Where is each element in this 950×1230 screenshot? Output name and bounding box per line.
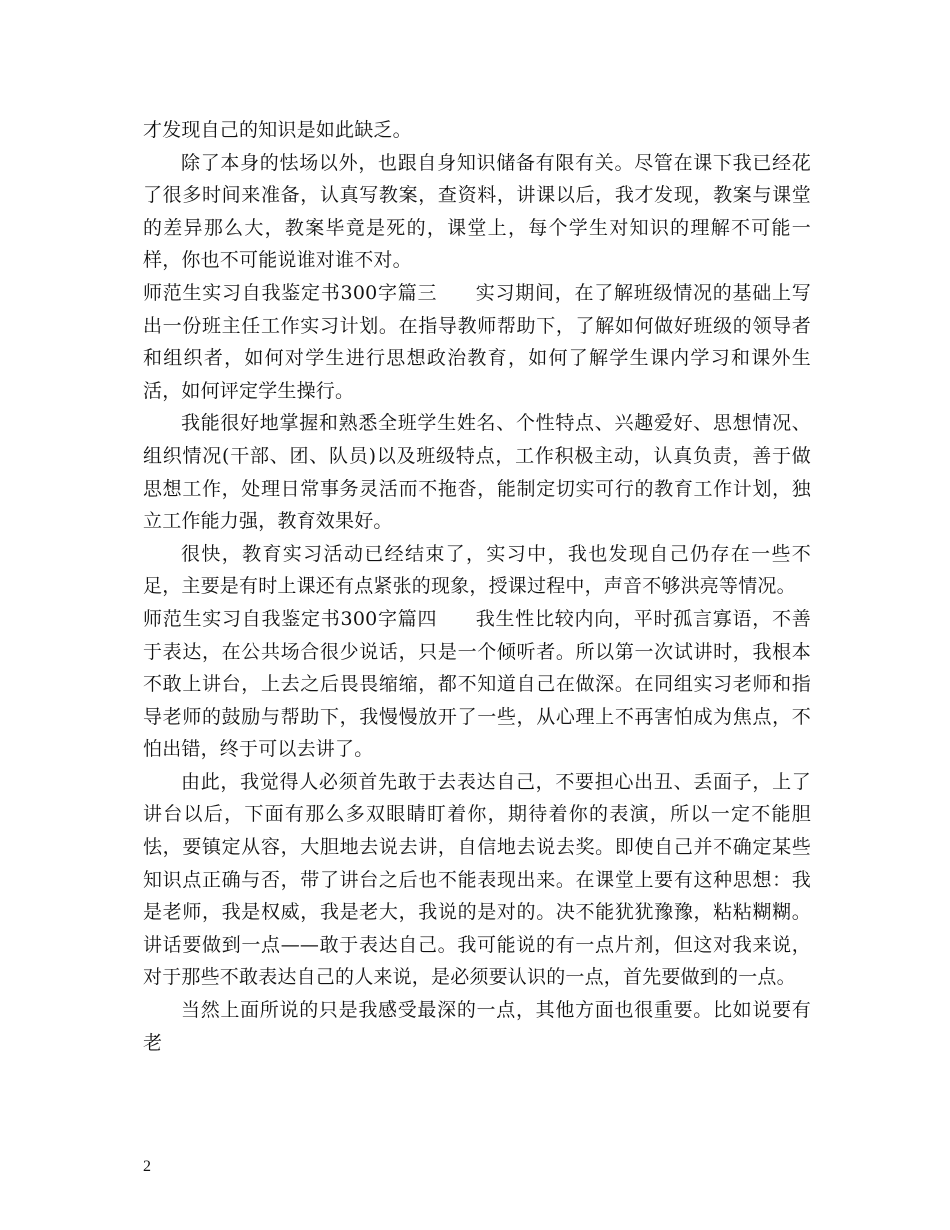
- paragraph-8: 当然上面所说的只是我感受最深的一点，其他方面也很重要。比如说要有老: [143, 999, 811, 1054]
- document-body: [143, 114, 811, 1059]
- paragraph-5: 很快，教育实习活动已经结束了，实习中，我也发现自己仍存在一些不足，主要是有时上课还有点紧张的现象，授课过程中，声音不够洪亮等情况。: [143, 542, 811, 598]
- paragraph-3: [143, 277, 811, 407]
- paragraph-6: [143, 603, 811, 766]
- paragraph-7: 由此，我觉得人必须首先敢于去表达自己，不要担心出丑、丢面子，上了讲台以后，下面有那么多双眼睛盯着你，期待着你的表演，所以一定不能胆怯，要镇定从容，大胆地去说去讲，自信地去说去奖。即使自己并不确定某些知识点正确与否，带了讲台之后也不能表现出来。在课堂上要有这种思想：我是老师，我是权威，我是老大，我说的是对的。决不能犹犹豫豫，粘粘糊糊。讲话要做到一点——敢于表达自己。我可能说的有一点片剂，但这对我来说，对于那些不敢表达自己的人来说，是必须要认识的一点，首先要做到的一点。: [143, 770, 811, 989]
- paragraph-3-text: 实习期间，在了解班级情况的基础上写出一份班主任工作实习计划。在指导教师帮助下，了解如何做好班级的领导者和组织者，如何对学生进行思想政治教育，如何了解学生课内学习和课外生活，如何评定学生操行。: [143, 281, 811, 402]
- paragraph-2: 除了本身的怯场以外，也跟自身知识储备有限有关。尽管在课下我已经花了很多时间来准备，认真写教案，查资料，讲课以后，我才发现，教案与课堂的差异那么大，教案毕竟是死的，课堂上，每个学生对知识的理解不可能一样，你也不可能说谁对谁不对。: [143, 151, 811, 272]
- paragraph-4: 我能很好地掌握和熟悉全班学生姓名、个性特点、兴趣爱好、思想情况、组织情况(干部、团、队员)以及班级特点，工作积极主动，认真负责，善于做思想工作，处理日常事务灵活而不拖沓，能制定切实可行的教育工作计划，独立工作能力强，教育效果好。: [143, 412, 811, 533]
- paragraph-6-text: 我生性比较内向，平时孤言寡语，不善于表达，在公共场合很少说话，只是一个倾听者。所以第一次试讲时，我根本不敢上讲台，上去之后畏畏缩缩，都不知道自己在做深。在同组实习老师和指导老师的鼓励与帮助下，我慢慢放开了一些，从心理上不再害怕成为焦点，不怕出错，终于可以去讲了。: [143, 607, 811, 761]
- section-heading-4: 师范生实习自我鉴定书300字篇四: [143, 607, 438, 630]
- page-number: 2: [143, 1158, 151, 1175]
- paragraph-1: 才发现自己的知识是如此缺乏。: [143, 119, 412, 141]
- section-heading-3: 师范生实习自我鉴定书300字篇三: [143, 281, 438, 304]
